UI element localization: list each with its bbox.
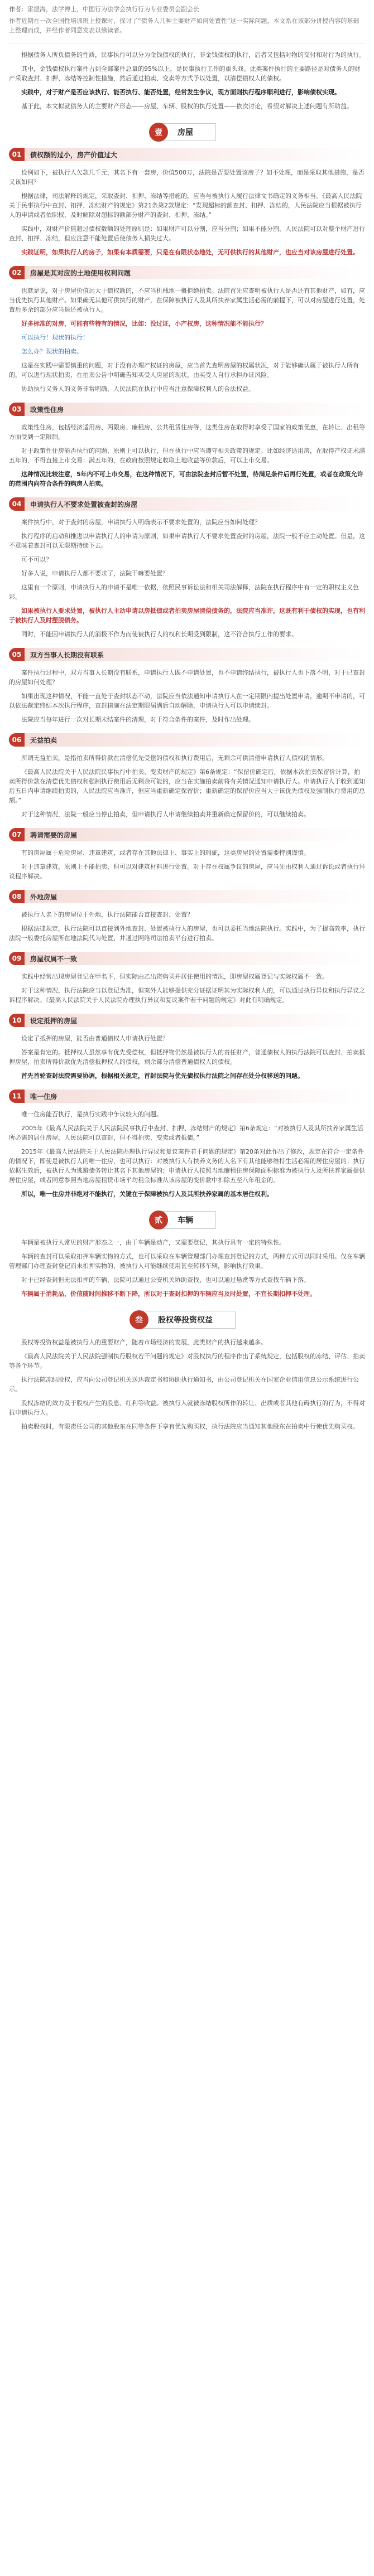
intro-paragraph: 实践中，对于财产是否应该执行、能否执行、能否处置，经常发生争议，现方面则执行程序顺利进行，影响债权实现。 (21, 89, 341, 96)
subsection-number: 09 (9, 952, 25, 965)
body-paragraph: 被执行人名下的房屋位于外地，执行法院能否直接查封、处置？ (21, 911, 193, 918)
body-paragraph: 实践中，对财产价值超过债权数额的处理原则是：如果财产可以分割，应当分割；如果不能分割，人民法院可以对整个财产进行查封、扣押、冻结，但应注意不能处置后使债务人损失过大。 (9, 225, 365, 242)
subsection-title: 债权额的过小，房产价值过大 (25, 148, 365, 161)
subsection-title: 政策性住房 (25, 403, 365, 416)
body-paragraph: 车辆的查封可以采取扣押车辆实物的方式，也可以采取在车辆管理部门办理查封登记的方式，两种方式可以同时采用。仅在车辆管理部门办理查封登记而未扣押实物的，被执行人可能继续使用甚至转移车辆，影响执行效果。 (9, 1253, 365, 1270)
body-paragraph: 也就是说，对于房屋价值远大于债权额的，不应当机械地一概拒绝拍卖。法院首先应查明被执行人是否还有其他财产，如有，应当优先执行其他财产。如果确无其他可供执行的财产，在保障被执行人及其所扶养家属生活必需的前提下，可以对房屋进行处置，处置后多余的部分应当退还被执行人。 (9, 287, 365, 313)
highlight-paragraph: 车辆属于消耗品，价值随时间推移不断下降，所以对于查封扣押的车辆应当及时处置，不宜长期扣押不处理。 (21, 1290, 316, 1297)
subsection-number: 04 (9, 497, 25, 511)
body-paragraph: 根据法律规定，执行法院可以直接到外地查封、处置被执行人的房屋，也可以委托当地法院执行。实践中，为了提高效率，执行法院一般委托房屋所在地法院代为处置，并通过网络司法拍卖平台进行拍卖。 (9, 925, 365, 942)
highlight-paragraph: 这种情况比较注意，5年内不可上市交易，在这种情况下，可由法院查封后暂不处置，待满足条件后再行处置，或者在政策允许的范围内向符合条件的购房人拍卖。 (9, 471, 363, 487)
subsection-title: 唯一住房 (25, 1090, 365, 1103)
subsection-heading (9, 1014, 365, 1027)
banner-title: 车辆 (178, 1216, 193, 1225)
body-paragraph: 对于违章建筑，原则上不能拍卖，但可以对建筑材料进行处置。对于存在权属争议的房屋，应当先由权利人通过诉讼或者执行异议程序解决。 (9, 863, 365, 880)
body-paragraph: 拍卖股权时，有限责任公司的其他股东在同等条件下享有优先购买权，执行法院应当通知其他股东在拍卖中行使优先购买权。 (21, 1423, 359, 1430)
banner-title: 房屋 (178, 128, 193, 137)
body-paragraph: 唯一住房能否执行，是执行实践中争议较大的问题。 (21, 1111, 162, 1118)
banner-box (155, 1211, 216, 1229)
body-paragraph: 有的房屋属于危险房屋、违章建筑，或者存在其他法律上、事实上的瑕疵，这类房屋的处置需要特别谨慎。 (21, 849, 310, 856)
subsection-number: 11 (9, 1090, 25, 1103)
subsection-heading (9, 266, 365, 279)
body-paragraph: 《最高人民法院关于人民法院强制执行股权若干问题的规定》对股权执行的程序作出了系统规定，包括股权的冻结、评估、拍卖等各个环节。 (9, 1353, 365, 1369)
highlight-paragraph: 可以执行！现状的执行！ (21, 334, 89, 341)
banner-box (155, 123, 216, 141)
body-paragraph: 对于这种情况，执行法院应当以登记为准，但案外人能够提供充分证据证明其为实际权利人的，可以通过执行异议和执行异议之诉程序解决。《最高人民法院关于人民法院办理执行异议和复议案件若干问题的规定》对此有明确规定。 (9, 987, 365, 1004)
intro-closing: 基于此，本文拟就债务人的主要财产形态——房屋、车辆、股权的执行处置——依次讨论，希望对解决上述问题有所助益。 (21, 103, 353, 110)
body-paragraph: 这里有一个原则，申请执行人的申请不是唯一依据，依照民事诉讼法和相关司法解释，法院在执行程序中有一定的职权主义色彩。 (9, 584, 359, 601)
subsection-number: 05 (9, 648, 25, 661)
body-paragraph: 同时，不能因申请执行人的消极不作为而使被执行人的权利长期受到限制，这不符合执行工作的要求。 (21, 631, 298, 638)
article-intro (0, 0, 374, 38)
body-paragraph: 股权冻结的效力及于股权产生的股息、红利等收益。被执行人就被冻结股权所作的转让、出质或者其他有碍执行的行为，不得对抗申请执行人。 (9, 1400, 365, 1416)
body-paragraph: 对于已经查封但无法扣押的车辆，法院可以通过公安机关协助查找，也可以通过悬赏等方式查找车辆下落。 (21, 1276, 310, 1284)
banner-title: 股权等投资权益 (158, 1316, 213, 1325)
subsection-heading (9, 1090, 365, 1103)
section-banner-equity (0, 1311, 374, 1329)
body-paragraph: 法院应当每年进行一次对长期未结案件的清理，对于符合条件的案件，及时作出处理。 (21, 716, 255, 723)
subsection-heading (9, 648, 365, 661)
body-paragraph: 2005年《最高人民法院关于人民法院民事执行中查封、扣押、冻结财产的规定》第6条规定：“对被执行人及其所扶养家属生活所必需的居住房屋，人民法院可以查封，但不得拍卖、变卖或者抵债。” (9, 1125, 363, 1141)
body-paragraph: 答案是肯定的。抵押权人虽然享有优先受偿权，但抵押物仍然是被执行人的责任财产，普通债权人的执行法院可以查封、拍卖抵押房屋，拍卖所得价款优先清偿抵押权人的债权，剩余部分清偿普通债权人的债权。 (9, 1049, 365, 1066)
highlight-paragraph: 如果被执行人要求处置，被执行人主动申请以房抵债或者拍卖房屋清偿债务的，法院应当准许，这既有利于债权的实现，也有利于被执行人及时摆脱债务。 (9, 607, 365, 624)
subsection-heading (9, 148, 365, 161)
subsection-number: 06 (9, 733, 25, 747)
subsection-title: 聘请需要的房屋 (25, 828, 365, 841)
body-paragraph: 设定了抵押的房屋，能否由普通债权人申请执行处置？ (21, 1035, 169, 1042)
body-paragraph: 如果出现这种情况，不能一直处于查封状态不动，法院应当依法通知申请执行人在一定期限内提出处置申请，逾期不申请的，可以依法裁定终结本次执行程序，查封措施在法定期限届满后自动解除，申请执行人可以申请续封。 (9, 693, 365, 709)
body-paragraph: 设例如下，被执行人欠款几千元，其名下有一套房，价值500万，法院是否要处置该房子？如不处理，而是采取其他措施，是否又该如何？ (9, 169, 365, 186)
highlight-paragraph: 所以，唯一住房并非绝对不能执行，关键在于保障被执行人及其所扶养家属的基本居住权利。 (21, 1190, 273, 1198)
subsection-number: 08 (9, 890, 25, 903)
highlight-paragraph: 好多标准的对房，可能有些特有的情况，比如：没过证，小产权房，这种情况能不能执行？ (21, 320, 267, 327)
body-paragraph: 股权等投资权益是被执行人的重要财产，随着市场经济的发展，此类财产的执行越来越多。 (21, 1339, 267, 1346)
subsection-heading (9, 403, 365, 416)
source-note: 作者近期在一次全国性培训班上授课时，探讨了“债务人几种主要财产如何处置性”这一实际问题，本文系在该部分讲授内容的基础上整理而成，并经作者同意发表以飨读者。 (9, 17, 359, 34)
body-paragraph: 2015年《最高人民法院关于人民法院办理执行异议和复议案件若干问题的规定》第20条对此作出了修改，规定在符合一定条件的情况下，即使是被执行人的唯一住房，也可以执行：对被执行人有扶养义务的人名下有其他能够维持生活必需的居住房屋的；执行依据生效后，被执行人为逃避债务转让其名下其他房屋的；申请执行人按照当地廉租住房保障面积标准为被执行人及所扶养家属提供居住房屋，或者同意参照当地房屋租赁市场平均租金标准从该房屋的变价款中扣除五至八年租金的。 (9, 1148, 365, 1184)
highlight-paragraph: 怎么办？现状的拍卖。 (21, 348, 83, 355)
body-paragraph: 好多人说，申请执行人都不要求了，法院干嘛要处置？ (21, 570, 169, 577)
body-paragraph: 车辆是被执行人常见的财产形态之一，由于车辆是动产，又需要登记，其执行具有一定的特殊性。 (21, 1239, 285, 1246)
subsection-number: 03 (9, 403, 25, 416)
intro-paragraph: 其中，金钱债权执行案件占到全部案件总量的95%以上，是民事执行工作的重头戏。此类案件执行的主要路径是对债务人的财产采取查封、扣押、冻结等控制性措施，然后通过拍卖、变卖等方式予以处置，以清偿债权人的债权。 (9, 65, 361, 82)
subsection-heading (9, 828, 365, 841)
subsection-number: 01 (9, 148, 25, 161)
subsection-heading (9, 733, 365, 747)
author-line (9, 4, 365, 14)
highlight-paragraph: 实践证明，如果执行人的房子，如果有本质需要，只是在有限状态地处，无可供执行的其他财产，也应当对该房屋进行处置。 (21, 249, 359, 256)
author-name: 雷振海，法学博士，中国行为法学会执行行为专业委员会副会长 (27, 6, 199, 13)
body-paragraph: 政策性住房，包括经济适用房、两限房、廉租房、公共租赁住房等，这类住房在取得时享受了国家的政策优惠，在转让、出租等方面受到一定限制。 (9, 424, 365, 440)
body-paragraph: 协助执行义务人的义务非常明确，人民法院在执行中应当注意保障权利人的合法权益。 (21, 385, 255, 393)
body-paragraph: 对于这种情况，法院一般应当停止拍卖，但申请执行人申请继续拍卖并重新确定保留价的，可以继续拍卖。 (21, 811, 310, 818)
body-paragraph: 案件执行中，对于查封的房屋，申请执行人明确表示不要求处置的，法院应当如何处理？ (21, 519, 261, 526)
subsection-heading (9, 952, 365, 965)
body-paragraph: 可不可以？ (21, 556, 52, 563)
section-banner-house (0, 123, 374, 141)
subsection-title: 双方当事人长期没有联系 (25, 648, 365, 661)
subsection-number: 10 (9, 1014, 25, 1027)
body-paragraph: 所谓无益拍卖，是指拍卖所得价款在清偿优先受偿的债权和执行费用后，无剩余可供清偿申请执行人债权的情形。 (21, 754, 328, 762)
banner-box (135, 1311, 236, 1329)
subsection-heading (9, 497, 365, 511)
banner-seal: 贰 (149, 1210, 168, 1229)
subsection-title: 房屋权属不一致 (25, 952, 365, 965)
banner-seal: 壹 (149, 123, 168, 142)
body-paragraph: 实践中经常出现房屋登记在甲名下，但实际由乙出资购买并居住使用的情况，即房屋权属登记与实际权属不一致。 (21, 973, 328, 980)
body-paragraph: 《最高人民法院关于人民法院民事执行中拍卖、变卖财产的规定》第6条规定：“保留价确定后，依据本次拍卖保留价计算，拍卖所得价款在清偿优先债权和强制执行费用后无剩余可能的，应当在实施拍卖前将有关情况通知申请执行人。申请执行人于收到通知后五日内申请继续拍卖的，人民法院应当准许，但应当重新确定保留价；重新确定的保留价应当大于该优先债权及强制执行费用的总额。” (9, 768, 365, 804)
body-paragraph: 这是在实践中需要慎重的问题，对于没有办理产权证的房屋，应当首先查明房屋的权属状况，对于能够确认属于被执行人所有的，可以进行现状拍卖，在拍卖公告中明确告知买受人房屋的现状，由买受人自行承担办证风险。 (9, 362, 359, 379)
subsection-number: 07 (9, 828, 25, 841)
highlight-paragraph: 首先首轮查封法院需要协调，根据相关规定，首封法院与优先债权执行法院之间存在处分权移送的问题。 (21, 1072, 304, 1079)
body-paragraph: 执行程序的启动和推进以申请执行人的申请为原则，如果申请执行人不要求处置查封的房屋，法院一般不应主动处置。但是，这不意味着查封可以无限期持续下去。 (9, 532, 365, 549)
section-banner-car (0, 1211, 374, 1229)
body-paragraph: 对于政策性住房能否执行的问题，原则上可以执行，但在执行中应当遵守相关政策的规定。比如经济适用房，在取得产权证未满五年的，不得直接上市交易；满五年的，在政府按照规定收取土地收益等价款后，可以上市交易。 (9, 447, 365, 464)
intro-paragraph: 根据债务人所负债务的性质，民事执行可以分为金钱债权的执行、非金钱债权的执行，后者又包括对物的交付和对行为的执行。 (21, 51, 365, 59)
body-paragraph: 根据法律，司法解释的规定，采取查封、扣押、冻结等措施的，应当与被执行人履行法律文书确定的义务相当。《最高人民法院关于民事执行中查封、扣押、冻结财产的规定》第21条第2款规定：“发现超标的额查封、扣押、冻结的，人民法院应当根据被执行人的申请或者依职权，及时解除对超标的额部分财产的查封、扣押、冻结。” (9, 192, 362, 219)
subsection-heading (9, 890, 365, 903)
subsection-number: 02 (9, 266, 25, 279)
banner-seal: 叁 (130, 1310, 148, 1329)
body-paragraph: 执行法院冻结股权，应当向公司登记机关送达裁定书和协助执行通知书，由公司登记机关在国家企业信用信息公示系统进行公示。 (9, 1376, 359, 1393)
subsection-title: 无益拍卖 (25, 733, 365, 747)
subsection-title: 房屋是其对应的土地使用权利问题 (25, 266, 365, 279)
subsection-title: 外地房屋 (25, 890, 365, 903)
body-paragraph: 案件执行过程中，双方当事人长期没有联系，申请执行人既不申请处置，也不申请终结执行，被执行人也下落不明，对于已查封的房屋如何处理？ (9, 669, 365, 686)
subsection-title: 申请执行人不要求处置被查封的房屋 (25, 497, 365, 511)
subsection-title: 设定抵押的房屋 (25, 1014, 365, 1027)
author-label: 作者： (9, 6, 27, 13)
